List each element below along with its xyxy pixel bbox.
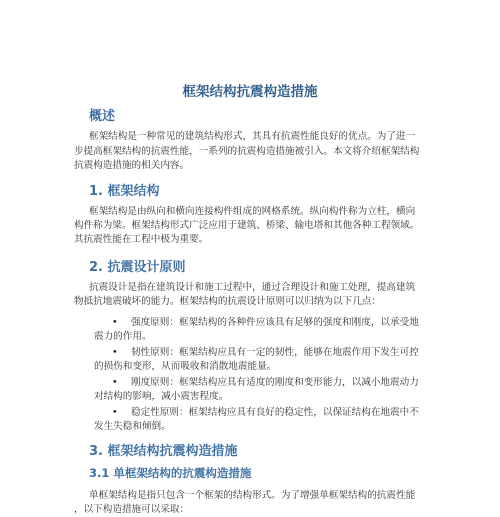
overview-line-3: 抗震构造措施的相关内容。: [74, 160, 190, 171]
section-3-heading: 3. 框架结构抗震构造措施: [89, 444, 238, 459]
bullet-marker: •: [112, 347, 118, 358]
section-2-heading: 2. 抗震设计原则: [89, 260, 186, 275]
document-title: 框架结构抗震构造措施: [182, 84, 318, 100]
bullet-3-line-1: 刚度原则：框架结构应具有适度的刚度和变形能力，以减小地震动力: [131, 377, 419, 388]
bullet-1-line-1: 强度原则：框架结构的各种件应该具有足够的强度和刚度，以承受地: [131, 317, 419, 328]
bullet-2-line-2: 的损伤和变形，从而吸收和消散地震能量。: [94, 361, 277, 372]
overview-line-2: 步提高框架结构的抗震性能，一系列的抗震构造措施被引入。本文将介绍框架结构: [74, 146, 420, 157]
bullet-2-line-1: 韧性原则：框架结构应具有一定的韧性，能够在地震作用下发生可控: [131, 347, 419, 358]
subsection-3-1-heading: 3.1 单框架结构的抗震构造措施: [89, 466, 252, 480]
subsection-3-1-line-2: ，以下构造措施可以采取：: [74, 504, 190, 515]
bullet-4-line-1: 稳定性原则：框架结构应具有良好的稳定性，以保证结构在地震中不: [131, 407, 419, 418]
section-1-line-3: 其抗震性能在工程中极为重要。: [74, 234, 209, 245]
section-2-line-1: 抗震设计是指在建筑设计和施工过程中，通过合理设计和施工处理，提高建筑: [89, 282, 416, 293]
bullet-4-line-2: 发生失稳和倾倒。: [94, 421, 171, 432]
bullet-1-line-2: 震力的作用。: [94, 331, 152, 342]
bullet-3-line-2: 对结构的影响，减小震害程度。: [94, 391, 229, 402]
bullet-marker: •: [112, 407, 118, 418]
section-2-line-2: 物抵抗地震破坏的能力。框架结构的抗震设计原则可以归纳为以下几点：: [74, 296, 381, 307]
overview-line-1: 框架结构是一种常见的建筑结构形式，其具有抗震性能良好的优点。为了进一: [89, 131, 416, 142]
bullet-marker: •: [112, 317, 118, 328]
subsection-3-1-line-1: 单框架结构是指只包含一个框架的结构形式。为了增强单框架结构的抗震性能: [89, 490, 416, 501]
overview-heading: 概述: [89, 109, 116, 124]
bullet-marker: •: [112, 377, 118, 388]
section-1-line-2: 构件称为梁。框架结构形式广泛应用于建筑、桥梁、输电塔和其他各种工程领域。: [74, 220, 420, 231]
section-1-line-1: 框架结构是由纵向和横向连接构件组成的网格系统。纵向构件称为立柱，横向: [89, 206, 416, 217]
section-1-heading: 1. 框架结构: [89, 184, 160, 199]
